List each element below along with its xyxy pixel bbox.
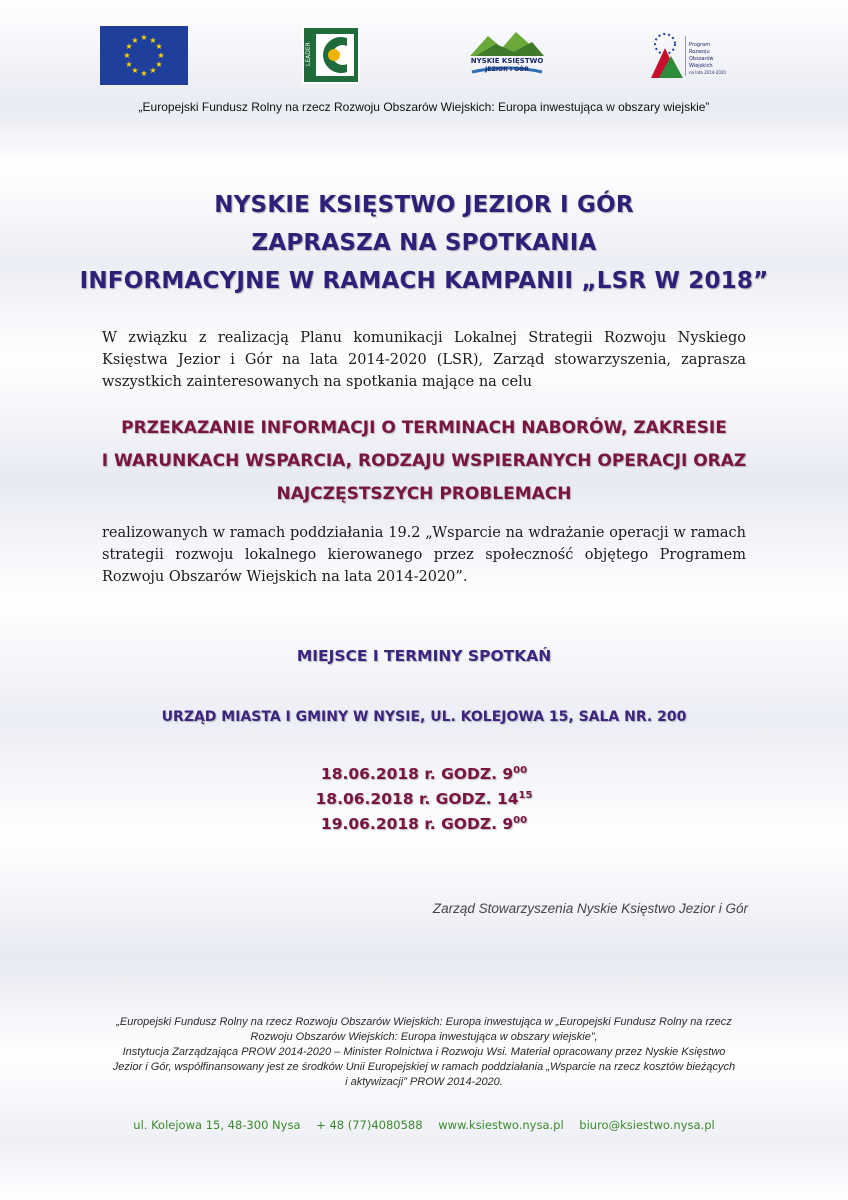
contact-bar [0, 1118, 848, 1132]
svg-text:★: ★ [125, 60, 133, 69]
svg-text:★: ★ [131, 36, 139, 45]
meeting-date-3: 19.06.2018 r. GODZ. $9^{00}$ [320, 815, 528, 833]
purpose-line-3: NAJCZĘSTSZYCH PROBLEMACH [276, 484, 572, 504]
svg-text:Wiejskich: Wiejskich [689, 63, 713, 69]
header-motto: „Europejski Fundusz Rolny na rzecz Rozwoju Obszarów Wiejskich: Europa inwestująca w obszary wiejskie” [138, 100, 710, 114]
svg-text:★: ★ [149, 66, 157, 75]
footer-funding-note [100, 1015, 748, 1090]
svg-text:Obszarów: Obszarów [689, 56, 714, 62]
svg-text:Rozwoju: Rozwoju [689, 49, 710, 55]
purpose-line-1: PRZEKAZANIE INFORMACJI O TERMINACH NABORÓW, ZAKRESIE [121, 418, 727, 438]
svg-text:★: ★ [157, 51, 165, 60]
svg-text:★: ★ [155, 60, 163, 69]
meetings-heading: MIEJSCE I TERMINY SPOTKAŃ [296, 647, 552, 665]
meeting-date-1: 18.06.2018 r. GODZ. $9^{00}$ [320, 765, 528, 783]
title-line-3: INFORMACYJNE W RAMACH KAMPANII „LSR W 2018” [79, 268, 769, 294]
svg-text:Program: Program [689, 42, 711, 48]
contact-phone[interactable]: + 48 (77)4080588 [316, 1118, 423, 1132]
eu-flag-logo [100, 26, 188, 85]
footer-note-line-2: Rozwoju Obszarów Wiejskich: Europa inwestująca w obszary wiejskie”, [250, 1031, 598, 1043]
nyskie-ksiestwo-logo [466, 26, 548, 86]
svg-text:★: ★ [155, 42, 163, 51]
meeting-purpose [0, 412, 848, 511]
svg-text:★: ★ [140, 69, 148, 78]
footer-note-line-1: „Europejski Fundusz Rolny na rzecz Rozwoju Obszarów Wiejskich: Europa inwestująca w „Europejski Fundusz Rolny na rzecz [116, 1016, 732, 1028]
footer-note-line-4: Jezior i Gór, współfinansowany jest ze środków Unii Europejskiej w ramach poddziałania „Wsparcie na rzecz kosztów bieżących [112, 1061, 736, 1073]
svg-text:★: ★ [140, 33, 148, 42]
contact-website[interactable]: www.ksiestwo.nysa.pl [438, 1118, 564, 1132]
footer-note-line-3: Instytucja Zarządzająca PROW 2014-2020 – Minister Rolnictwa i Rozwoju Wsi. Materiał opracowany przez Nyskie Księstwo [122, 1046, 726, 1058]
svg-text:★: ★ [125, 42, 133, 51]
contact-email[interactable]: biuro@ksiestwo.nysa.pl [579, 1118, 715, 1132]
footer-note-line-5: i aktywizacji” PROW 2014-2020. [345, 1076, 503, 1088]
svg-text:★: ★ [149, 36, 157, 45]
svg-text:na lata 2014-2020: na lata 2014-2020 [689, 70, 726, 75]
title-line-2: ZAPRASZA NA SPOTKANIA [251, 230, 597, 256]
prow-logo [645, 26, 729, 84]
svg-text:NYSKIE KSIĘSTWO: NYSKIE KSIĘSTWO [470, 57, 544, 65]
svg-text:★: ★ [131, 66, 139, 75]
svg-text:LEADER: LEADER [305, 42, 312, 66]
intro-paragraph: W związku z realizacją Planu komunikacji Lokalnej Strategii Rozwoju Nyskiego Księstwa Jezior i Gór na lata 2014-2020 (LSR), Zarząd stowarzyszenia, zaprasza wszystkich zainteresowanych na spotkania mające na celu [102, 330, 746, 390]
meeting-address: URZĄD MIASTA I GMINY W NYSIE, UL. KOLEJOWA 15, SALA NR. 200 [161, 709, 687, 725]
signature: Zarząd Stowarzyszenia Nyskie Księstwo Jezior i Gór [432, 901, 748, 916]
title-line-1: NYSKIE KSIĘSTWO JEZIOR I GÓR [214, 192, 634, 218]
contact-address: ul. Kolejowa 15, 48-300 Nysa [133, 1118, 301, 1132]
outro-paragraph: realizowanych w ramach poddziałania 19.2 „Wsparcie na wdrażanie operacji w ramach strategii rozwoju lokalnego kierowanego przez społeczność objętego Programem Rozwoju Obszarów Wiejskich na lata 2014-2020”. [102, 525, 746, 585]
page-title [0, 186, 848, 300]
meeting-dates [0, 762, 848, 837]
purpose-line-2: I WARUNKACH WSPARCIA, RODZAJU WSPIERANYCH OPERACJI ORAZ [101, 451, 747, 471]
svg-text:★: ★ [123, 51, 131, 60]
leader-logo [302, 26, 360, 84]
meeting-date-2: 18.06.2018 r. GODZ. $14^{15}$ [315, 790, 533, 808]
svg-text:JEZIOR I GÓR: JEZIOR I GÓR [485, 66, 529, 73]
logo-bar [0, 26, 848, 88]
